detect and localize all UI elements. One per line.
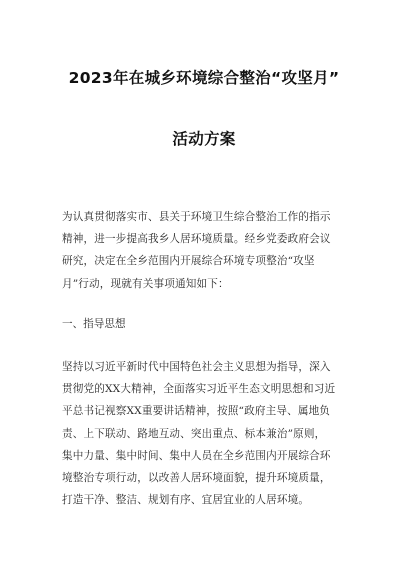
text-line: 平总书记视察XX重要讲话精神，按照“政府主导、属地负 [62, 405, 331, 418]
text-line: 精神，进一步提高我乡人居环境质量。经乡党委政府会议 [62, 233, 331, 246]
text-line: 贯彻党的XX大精神，全面落实习近平生态文明思想和习近 [62, 383, 336, 396]
text-line: 境整治专项行动，以改善人居环境面貌，提升环境质量， [62, 472, 331, 485]
text-line: 集中力量、集中时间、集中人员在全乡范围内开展综合环 [62, 449, 331, 462]
guiding-principles-paragraph [62, 356, 362, 511]
document-subtitle: 活动方案 [172, 130, 236, 148]
text-line: 月”行动，现就有关事项通知如下： [62, 277, 229, 290]
text-line: 坚持以习近平新时代中国特色社会主义思想为指导，深入 [62, 361, 331, 373]
text-line: 研究，决定在全乡范围内开展综合环境专项整治“攻坚 [62, 255, 315, 268]
section-heading: 一、指导思想 [62, 318, 126, 330]
document-title: 2023年在城乡环境综合整治“攻坚月” [68, 69, 340, 87]
text-line: 责、上下联动、路地互动、突出重点、标本兼治”原则， [62, 427, 326, 440]
text-line: 为认真贯彻落实市、县关于环境卫生综合整治工作的指示 [62, 211, 331, 223]
intro-paragraph [62, 206, 362, 295]
text-line: 打造干净、整洁、规划有序、宜居宜业的人居环境。 [62, 494, 310, 507]
